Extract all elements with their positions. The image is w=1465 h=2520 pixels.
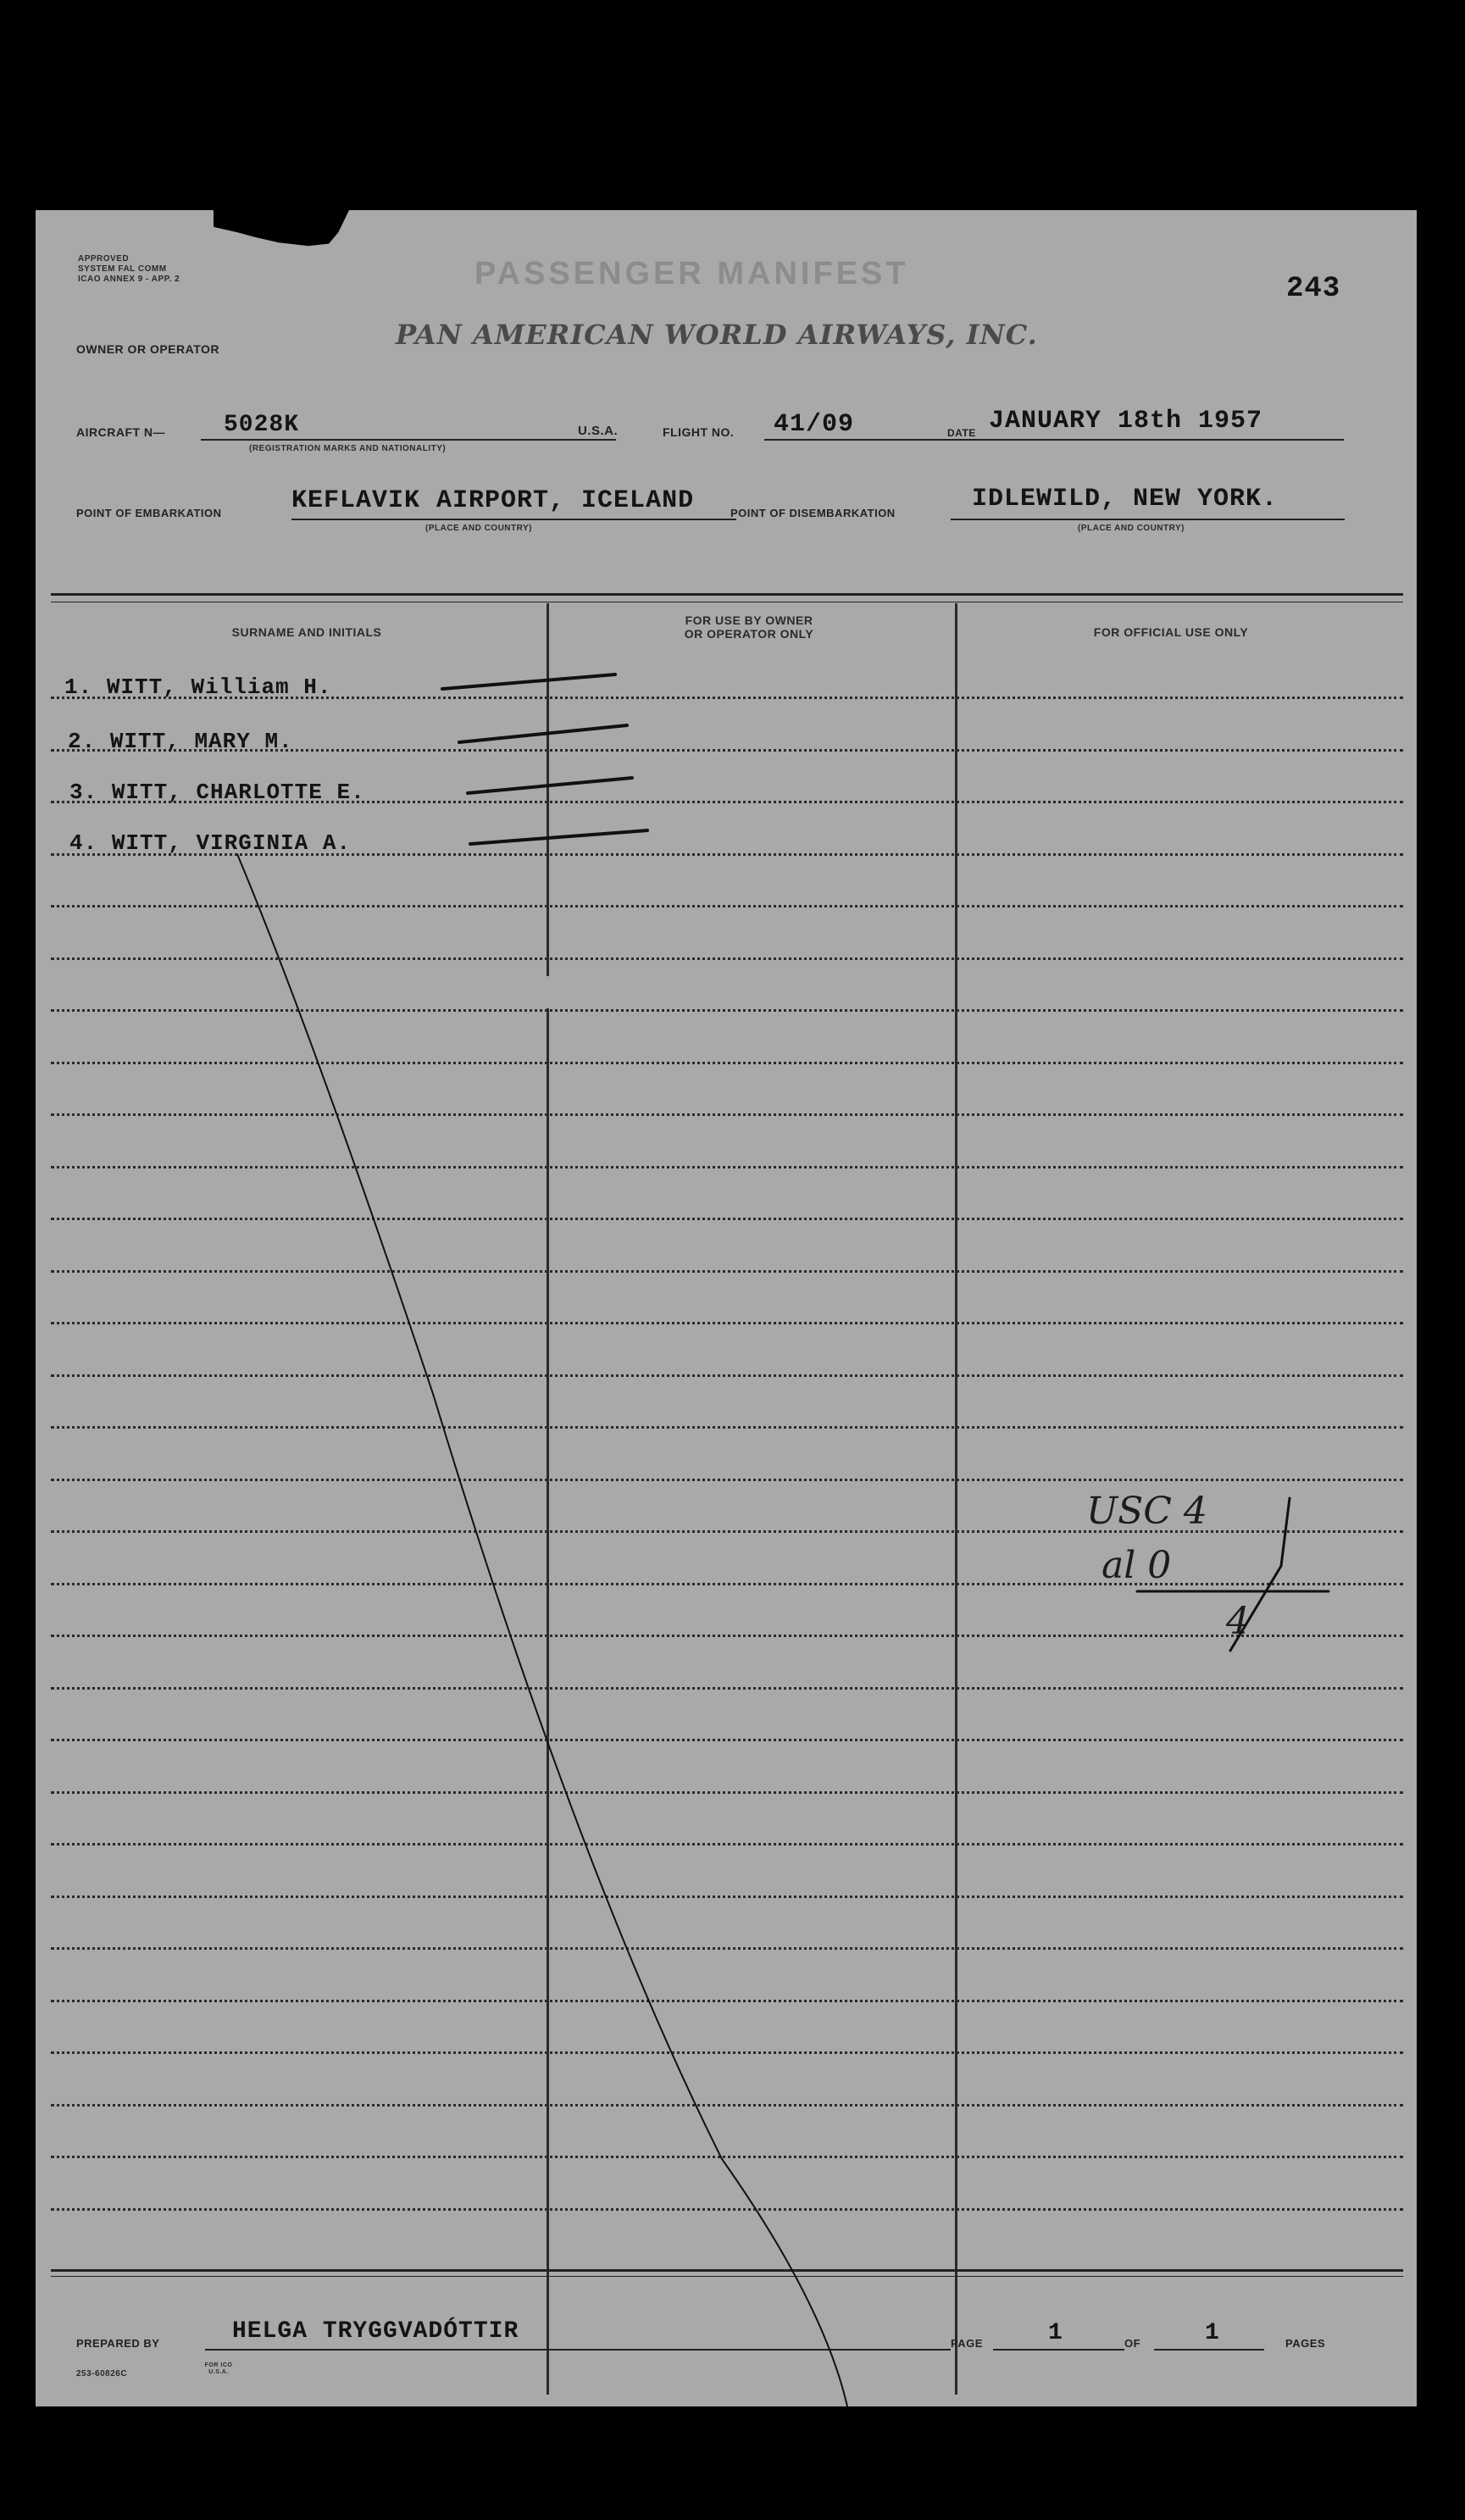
prepared-value: HELGA TRYGGVADÓTTIR (232, 2318, 519, 2345)
form-title: PASSENGER MANIFEST (474, 256, 909, 291)
passenger-name: WITT, VIRGINIA A. (111, 830, 352, 856)
owner-value: PAN AMERICAN WORLD AIRWAYS, INC. (396, 319, 1038, 351)
official-note-line: USC 4 (1086, 1490, 1207, 1533)
aircraft-sub: (REGISTRATION MARKS AND NATIONALITY) (249, 444, 447, 453)
page-number: 243 (1286, 273, 1341, 305)
of-value: 1 (1205, 2320, 1220, 2346)
official-note-check (1230, 1498, 1290, 1651)
disembark-sub: (PLACE AND COUNTRY) (1078, 524, 1185, 533)
pen-strokes (36, 210, 1417, 2406)
manifest-paper (36, 210, 1417, 2406)
country-label: U.S.A. (578, 424, 619, 438)
pages-label: PAGES (1285, 2337, 1326, 2350)
embark-label: POINT OF EMBARKATION (76, 507, 222, 519)
embark-value: KEFLAVIK AIRPORT, ICELAND (291, 486, 695, 515)
strike-line-1 (442, 674, 615, 689)
strike-line-2 (459, 725, 627, 742)
strike-line-3 (468, 778, 632, 793)
corner-stamp-line: SYSTEM FAL COMM (78, 264, 167, 274)
corner-stamp-line: APPROVED (78, 254, 130, 264)
passenger-number: 3. (69, 780, 98, 805)
official-note-line: 4 (1226, 1600, 1250, 1643)
aircraft-label: AIRCRAFT N— (76, 425, 166, 439)
owner-label: OWNER OR OPERATOR (76, 342, 219, 356)
flight-label: FLIGHT NO. (663, 425, 735, 439)
disembark-value: IDLEWILD, NEW YORK. (972, 485, 1279, 513)
form-code: 253-60826C (76, 2369, 128, 2378)
official-note-line: al 0 (1102, 1544, 1172, 1587)
page-label: PAGE (951, 2337, 983, 2350)
printer-mark: FOR ICO U.S.A. (204, 2362, 233, 2375)
of-label: OF (1124, 2337, 1141, 2350)
column-header-official: FOR OFFICIAL USE ONLY (1093, 625, 1249, 639)
passenger-name: WITT, William H. (106, 674, 332, 700)
strike-line-4 (470, 830, 647, 844)
date-value: JANUARY 18th 1957 (989, 407, 1263, 436)
passenger-number: 4. (69, 830, 98, 856)
corner-stamp-line: ICAO ANNEX 9 - APP. 2 (78, 275, 180, 284)
disembark-label: POINT OF DISEMBARKATION (730, 507, 896, 519)
passenger-number: 2. (68, 729, 97, 754)
page-value: 1 (1048, 2320, 1063, 2346)
date-label: DATE (947, 427, 976, 439)
passenger-number: 1. (64, 674, 93, 700)
prepared-label: PREPARED BY (76, 2337, 160, 2350)
passenger-name: WITT, CHARLOTTE E. (111, 780, 365, 805)
flight-value: 41/09 (774, 410, 855, 439)
aircraft-value: 5028K (224, 412, 300, 438)
embark-sub: (PLACE AND COUNTRY) (425, 524, 532, 533)
passenger-name: WITT, MARY M. (109, 729, 293, 754)
diagonal-slash-line (237, 854, 847, 2406)
column-header-operator: FOR USE BY OWNER OR OPERATOR ONLY (684, 613, 814, 641)
column-header-surname: SURNAME AND INITIALS (231, 625, 382, 639)
